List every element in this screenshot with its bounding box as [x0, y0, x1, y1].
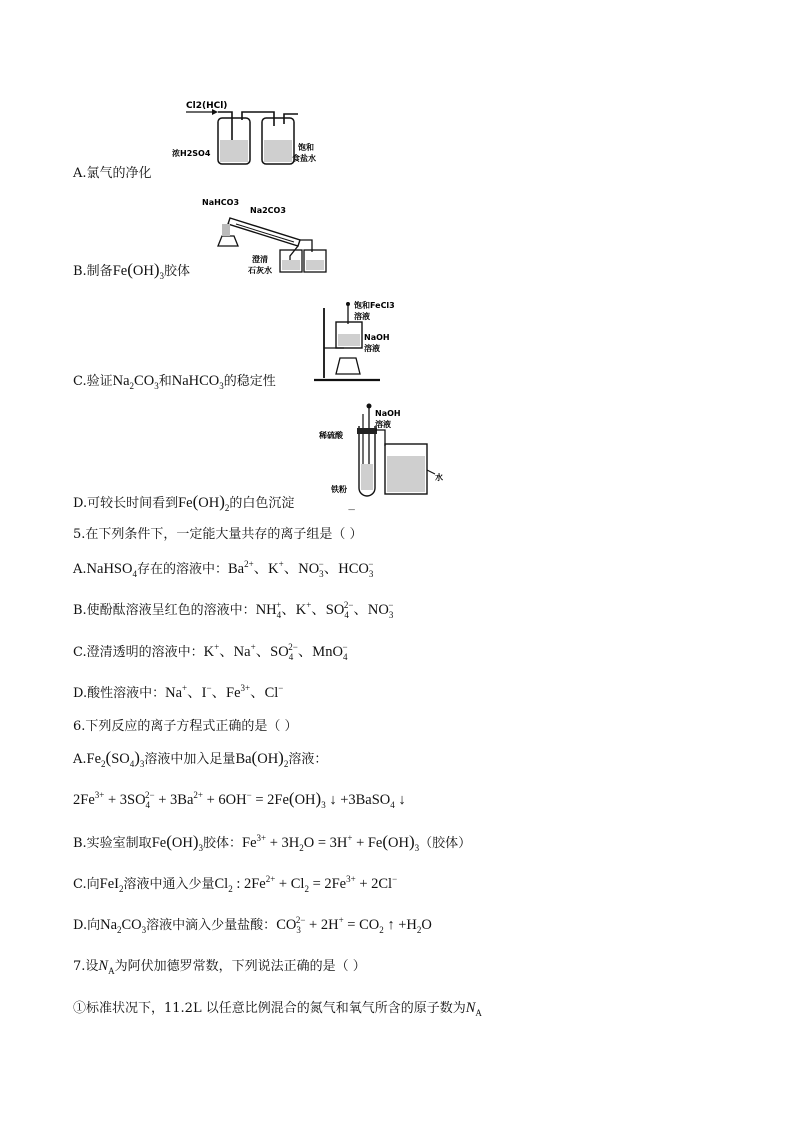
q4-option-c: C.验证$Na_2CO_3$和NaHCO$_3$的稳定性 — [73, 373, 276, 391]
fig-b-label-1: NaHCO3 — [202, 198, 240, 207]
fig-d-label-2: 溶液 — [375, 420, 391, 429]
q6-option-a-equation: $2Fe^{3+} + 3SO_4^{2-} + 3Ba^{2+} + 6OH^- = 2Fe(OH)_3$ ↓ +3BaSO$_4$ ↓ — [73, 789, 406, 810]
q5-option-c: C.澄清透明的溶液中：K+、Na+、$SO_4^{2-}$、MnO$_4$− — [73, 642, 348, 662]
figure-ferrous-hydroxide — [319, 400, 455, 500]
fig-c-label-1: 饱和FeCl3 — [354, 301, 395, 310]
q4-option-b: B.制备$Fe(OH)_3$胶体 — [73, 260, 190, 281]
q5-option-a: A.NaHSO$_4$存在的溶液中：$Ba^{2+}$、K+、$NO_3^-$、$HCO_3^-$ — [73, 559, 374, 579]
q6-option-d: D.向$Na_2CO_3$溶液中滴入少量盐酸：$CO_3^{2-} + 2H^+ = CO_2$ ↑ $+H_2O$ — [73, 915, 432, 935]
fig-c-label-2: 溶液 — [354, 312, 370, 321]
q5-stem: 5.在下列条件下，一定能大量共存的离子组是（ ） — [73, 527, 363, 542]
fig-b-label-2: Na2CO3 — [250, 206, 286, 215]
q6-option-a: $A.Fe_2(SO_4)_3$溶液中加入足量$Ba(OH)_2$溶液： — [73, 748, 328, 769]
fig-d-label-5: 水 — [435, 473, 443, 482]
figure-chlorine-purification — [172, 96, 350, 174]
figure-ferric-hydroxide-colloid — [310, 298, 420, 384]
figure-carbonate-stability — [200, 196, 340, 276]
q7-stem: 7.设$N_A$为阿伏加德罗常数，下列说法正确的是（ ） — [73, 958, 366, 976]
q7-item-1: ①标准状况下，11.2L 以任意比例混合的氮气和氧气所含的原子数为$N_A$ — [73, 1000, 482, 1018]
q6-option-b: B.实验室制取$Fe(OH)_3$胶体：$Fe^{3+} + 3H_2O = 3H^+ + Fe(OH)_3$（胶体） — [73, 832, 472, 853]
q4-option-a: A.氯气的净化 — [73, 166, 152, 181]
fig-d-label-4: 铁粉 — [331, 485, 347, 494]
q6-option-c: C.向FeI$_2$溶液中通入少量$Cl_2$ : $2Fe^{2+} + Cl_2 = 2Fe^{3+} + 2Cl^-$ — [73, 874, 398, 894]
fig-b-label-3: 澄清 — [252, 255, 268, 264]
fig-a-left-label: 浓H2SO4 — [172, 149, 211, 158]
fig-b-label-4: 石灰水 — [248, 266, 272, 275]
q5-option-b: B.使酚酞溶液呈红色的溶液中：$NH_4^+$、K+、$SO_4^{2-}$、$NO_3^-$ — [73, 600, 394, 620]
fig-c-label-4: 溶液 — [364, 344, 380, 353]
fig-a-gas-label: Cl2(HCl) — [186, 101, 228, 111]
q4-option-d: D.可较长时间看到$Fe(OH)_2$的白色沉淀 _ — [73, 492, 355, 513]
fig-a-right-label-1: 饱和 — [298, 143, 314, 152]
q6-stem: 6.下列反应的离子方程式正确的是（ ） — [73, 719, 298, 734]
fig-d-label-3: 稀硫酸 — [319, 431, 343, 440]
q5-option-d: D.酸性溶液中：Na+、I−、$Fe^{3+}$、Cl− — [73, 683, 284, 701]
fig-d-label-1: NaOH — [375, 409, 401, 418]
fig-c-label-3: NaOH — [364, 333, 390, 342]
fig-a-right-label-2: 食盐水 — [292, 154, 316, 163]
